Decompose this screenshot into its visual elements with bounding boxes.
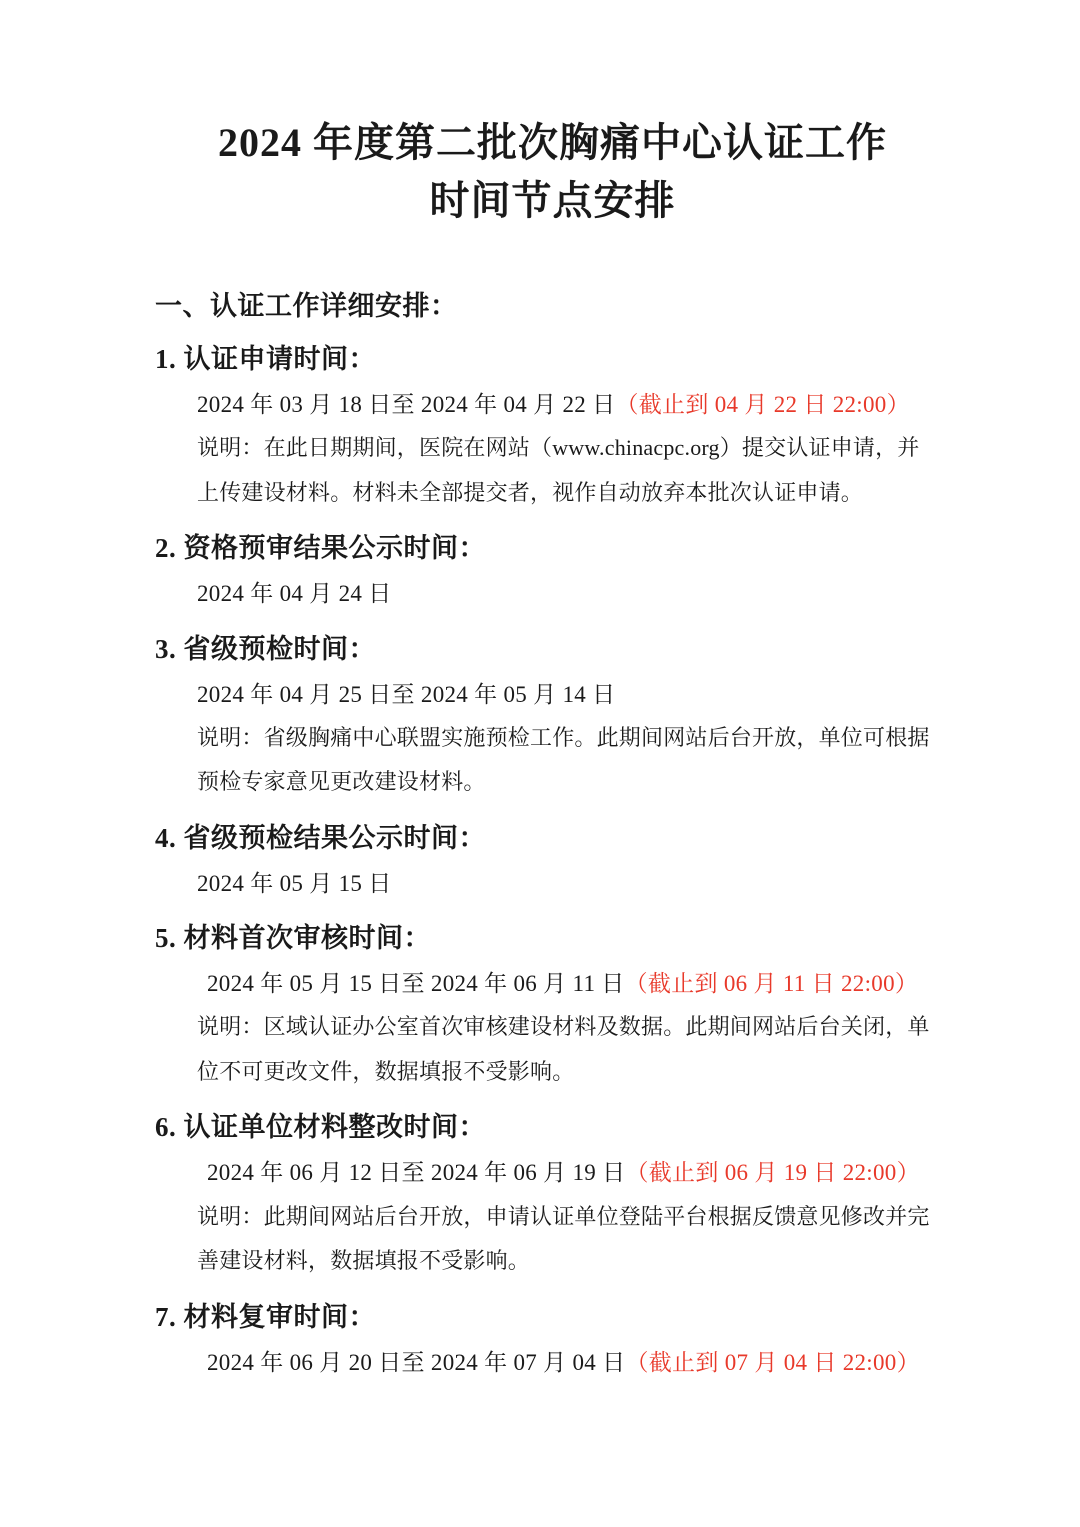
item-date-range-6: 2024 年 06 月 12 日至 2024 年 06 月 19 日 <box>207 1160 626 1186</box>
item-date-range-5: 2024 年 05 月 15 日至 2024 年 06 月 11 日 <box>207 971 625 996</box>
item-deadline-1: （截止到 04 月 22 日 22:00） <box>615 392 910 417</box>
item-note-1-line-1: 说明：在此日期期间，医院在网站（www.chinacpc.org）提交认证申请，并 <box>197 435 920 461</box>
item-note-5-line-2: 位不可更改文件，数据填报不受影响。 <box>197 1058 575 1084</box>
page-title-line-2: 时间节点安排 <box>429 178 676 223</box>
item-note-5-line-1: 说明：区域认证办公室首次审核建设材料及数据。此期间网站后台关闭，单 <box>197 1014 930 1040</box>
item-body-3 <box>197 676 950 713</box>
item-body-2 <box>197 575 950 612</box>
item-date-range-1: 2024 年 03 月 18 日至 2024 年 04 月 22 日 <box>197 392 616 417</box>
item-body-5 <box>207 965 950 1002</box>
item-date-range-2: 2024 年 04 月 24 日 <box>197 581 392 607</box>
item-heading-1: 1. 认证申请时间： <box>155 344 376 374</box>
item-heading-2: 2. 资格预审结果公示时间： <box>155 533 486 564</box>
item-body-6 <box>207 1154 950 1191</box>
page-title-line-1: 2024 年度第二批次胸痛中心认证工作 <box>218 120 887 165</box>
item-date-range-3: 2024 年 04 月 25 日至 2024 年 05 月 14 日 <box>197 681 616 707</box>
item-deadline-5: （截止到 06 月 11 日 22:00） <box>624 971 919 996</box>
item-deadline-7: （截止到 07 月 04 日 22:00） <box>625 1349 920 1375</box>
item-body-1 <box>197 386 950 423</box>
item-body-7 <box>207 1344 950 1381</box>
item-note-3-line-1: 说明：省级胸痛中心联盟实施预检工作。此期间网站后台开放，单位可根据 <box>197 724 930 750</box>
item-heading-7: 7. 材料复审时间： <box>155 1301 376 1332</box>
item-heading-4: 4. 省级预检结果公示时间： <box>155 822 486 853</box>
section-heading: 一、认证工作详细安排： <box>155 291 458 321</box>
item-heading-5: 5. 材料首次审核时间： <box>155 923 431 953</box>
item-note-6-line-1: 说明：此期间网站后台开放，申请认证单位登陆平台根据反馈意见修改并完 <box>197 1203 930 1229</box>
page-title <box>155 114 950 230</box>
item-note-1-line-2: 上传建设材料。材料未全部提交者，视作自动放弃本批次认证申请。 <box>197 479 864 505</box>
item-body-4 <box>197 865 950 902</box>
item-heading-6: 6. 认证单位材料整改时间： <box>155 1112 486 1143</box>
item-deadline-6: （截止到 06 月 19 日 22:00） <box>625 1160 920 1186</box>
item-heading-3: 3. 省级预检时间： <box>155 633 376 664</box>
item-note-6-line-2: 善建设材料，数据填报不受影响。 <box>197 1248 531 1273</box>
item-note-3-line-2: 预检专家意见更改建设材料。 <box>197 769 486 795</box>
item-date-range-7: 2024 年 06 月 20 日至 2024 年 07 月 04 日 <box>207 1349 626 1375</box>
item-date-range-4: 2024 年 05 月 15 日 <box>197 870 392 896</box>
